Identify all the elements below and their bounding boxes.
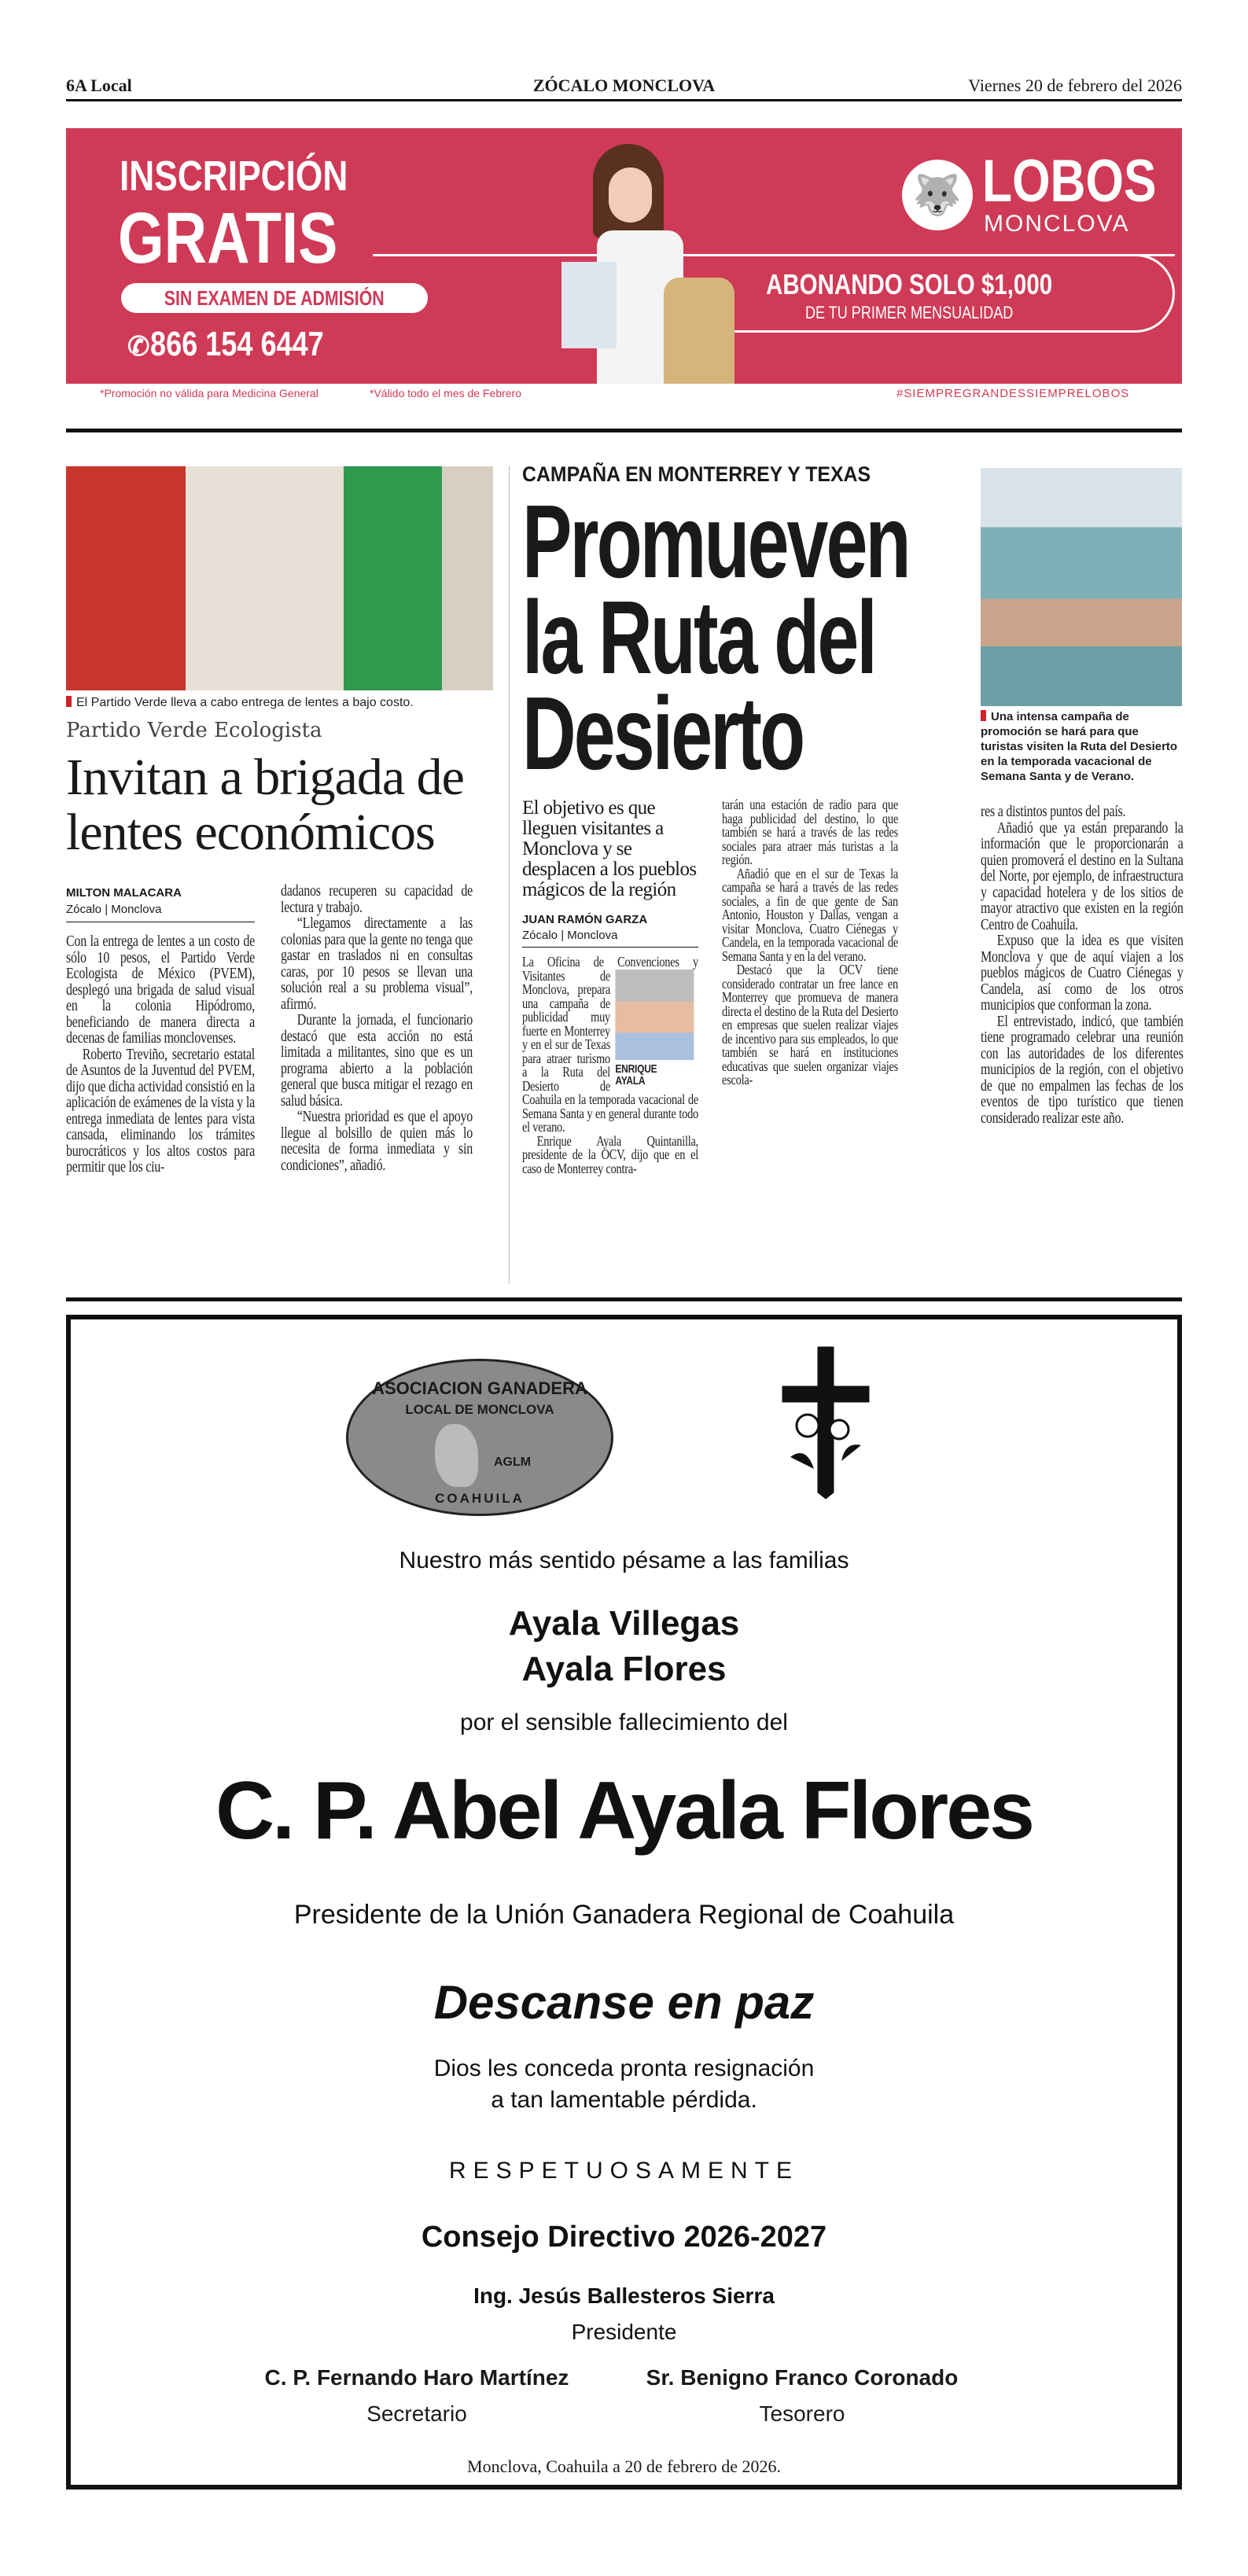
president-name: Ing. Jesús Ballesteros Sierra bbox=[473, 2283, 775, 2308]
section-label: 6A Local bbox=[66, 75, 132, 95]
mugshot-box bbox=[615, 970, 698, 1087]
article-column-1: Con la entrega de lentes a un costo de sólo 10 pesos, el Partido Verde Ecologista de México (PVEM), desplegó una brigada de salud visual en la colonia Hipódromo, beneficiando de manera directa a decenas de familias monclovenses. Roberto Treviño, secretario estatal de Asuntos de la Juventud del PVEM, dijo que dicha actividad consistió en la aplicación de exámenes de la vista y la entrega inmediata de lentes para vista cansada, eliminando los trámites burocráticos y los altos costos para permitir que los ciu- bbox=[66, 933, 255, 1176]
ad-line1: INSCRIPCIÓN bbox=[120, 153, 348, 200]
main-author: JUAN RAMÓN GARZA bbox=[522, 913, 648, 926]
byline-rule bbox=[522, 947, 698, 948]
wolf-logo-icon: 🐺 bbox=[902, 160, 973, 230]
article-headline: Invitan a brigada de lentes económicos bbox=[66, 749, 464, 861]
section-rule bbox=[66, 429, 1182, 432]
author-source: Zócalo | Monclova bbox=[66, 903, 162, 916]
mugshot-enrique-ayala bbox=[615, 970, 694, 1060]
president-role: Presidente bbox=[571, 2320, 677, 2344]
column-divider bbox=[509, 466, 510, 1284]
main-lead-column bbox=[522, 798, 703, 1176]
main-column-1: ENRIQUE AYALA La Oficina de Convenciones y Visitantes de Monclova, prepara una campaña de publicidad muy fuerte en Monterrey y en el sur de Texas para atraer turismo a la Ruta del Desierto de Coahuila en la temporada vacacional de Semana Santa y en general durante todo el verano. Enrique Ayala Quintanilla, presidente de la OCV, dijo que en el caso de Monterrey contra- bbox=[522, 954, 698, 1176]
spa-caption: Una intensa campaña de promoción se hará para que turistas visiten la Ruta del Desierto en la temporada vacacional de Semana Santa y de Verano. bbox=[981, 710, 1178, 783]
ad-offer: ABONANDO SOLO $1,000 bbox=[766, 268, 1053, 300]
main-kicker: CAMPAÑA EN MONTERREY Y TEXAS bbox=[522, 462, 871, 486]
rest-in-peace: Descanse en paz bbox=[433, 1976, 815, 2029]
treasurer-name: Sr. Benigno Franco Coronado bbox=[646, 2365, 959, 2390]
ad-phone[interactable]: ✆866 154 6447 bbox=[127, 325, 324, 363]
coahuila-map-icon bbox=[435, 1424, 478, 1487]
main-source: Zócalo | Monclova bbox=[522, 929, 618, 942]
spa-photo bbox=[981, 468, 1182, 706]
condolence-intro: Nuestro más sentido pésame a las familias bbox=[399, 1547, 849, 1573]
main-deck: El objetivo es que lleguen visitantes a Monclova y se desplacen a los pueblos mágicos de la región bbox=[522, 797, 697, 900]
place-date: Monclova, Coahuila a 20 de febrero de 2026. bbox=[467, 2456, 781, 2476]
secretary-role: Secretario bbox=[366, 2401, 467, 2426]
cross-with-roses-icon bbox=[775, 1343, 877, 1500]
main-column-2: tarán una estación de radio para que haga publicidad del destino, lo que también se hará a través de las redes sociales para atraer más turistas a la región. Añadió que en el sur de Texas la campaña se hará a través de las redes sociales, a fin de que gente de San Antonio, Houston y Dallas, vengan a visitar Monclova, Cuatro Ciénegas y Candela, en la temporada vacacional de Semana Santa y en la del verano. Destacó que la OCV tiene considerado contratar un free lance en Monterrey que promueva de manera directa el destino de la Ruta del Desierto en empresas que suelen realizar viajes de incentivo para sus empleados, lo que también se hará en instituciones educativas que suelen organizar viajes escola- bbox=[722, 797, 898, 1087]
logo-text-mid: LOCAL DE MONCLOVA bbox=[405, 1402, 554, 1417]
council-title: Consejo Directivo 2026-2027 bbox=[421, 2221, 827, 2254]
logo-code: AGLM bbox=[494, 1455, 532, 1469]
ad-note-1: *Promoción no válida para Medicina General bbox=[100, 387, 318, 399]
ad-pill: SIN EXAMEN DE ADMISIÓN bbox=[121, 283, 428, 313]
treasurer-role: Tesorero bbox=[759, 2401, 845, 2426]
header-rule bbox=[66, 99, 1182, 101]
author-name: MILTON MALACARA bbox=[66, 886, 182, 900]
family-2: Ayala Flores bbox=[521, 1650, 727, 1688]
logo-text-bottom: COAHUILA bbox=[435, 1491, 525, 1506]
association-logo bbox=[346, 1359, 613, 1516]
ad-line2: GRATIS bbox=[118, 198, 338, 278]
condolence-reason: por el sensible fallecimiento del bbox=[460, 1709, 788, 1735]
ad-brand-sub: MONCLOVA bbox=[984, 211, 1130, 237]
brigade-photo bbox=[66, 466, 493, 690]
mugshot-name: ENRIQUE AYALA bbox=[615, 1062, 657, 1087]
ad-hashtag: #SIEMPREGRANDESSIEMPRELOBOS bbox=[896, 387, 1130, 400]
main-column-3: res a distintos puntos del país. Añadió que ya están preparando la información que le proporcionarán a quien promoverá el destino en la Sultana del Norte, por ejemplo, de infraestructura y capacidad hotelera y de los sitios de mayor atractivo que existen en la región Centro de Coahuila. Expuso que la idea es que visiten Monclova y que de aquí viajen a los pueblos mágicos de Cuatro Ciénegas y Candela, así como de los otros municipios que conforman la zona. El entrevistado, indicó, que también tiene programado celebrar una reunión con las autoridades de los diferentes municipios de la región, con el objetivo de que no empalmen las fechas de los eventos de tipo turístico que tienen considerado realizar este año. bbox=[981, 803, 1184, 1127]
ad-brand: LOBOS bbox=[982, 148, 1157, 215]
secretary-name: C. P. Fernando Haro Martínez bbox=[264, 2365, 569, 2390]
article-kicker: Partido Verde Ecologista bbox=[66, 719, 322, 742]
wish-line-2: a tan lamentable pérdida. bbox=[491, 2087, 757, 2113]
family-1: Ayala Villegas bbox=[508, 1604, 740, 1643]
advertisement-banner[interactable] bbox=[66, 128, 1182, 384]
logo-text-top: ASOCIACION GANADERA bbox=[372, 1378, 587, 1398]
student-photo bbox=[554, 144, 734, 384]
issue-date: Viernes 20 de febrero del 2026 bbox=[968, 75, 1182, 95]
newspaper-name: ZÓCALO MONCLOVA bbox=[532, 75, 716, 95]
section-rule bbox=[66, 1297, 1182, 1301]
respectfully: RESPETUOSAMENTE bbox=[448, 2158, 800, 2184]
ad-note-2: *Válido todo el mes de Febrero bbox=[370, 387, 521, 399]
wish-line-1: Dios les conceda pronta resignación bbox=[433, 2055, 815, 2081]
main-headline: Promueven la Ruta del Desierto bbox=[522, 484, 909, 791]
deceased-title: Presidente de la Unión Ganadera Regional de Coahuila bbox=[293, 1900, 955, 1930]
article-column-2: dadanos recuperen su capacidad de lectura y trabajo. “Llegamos directamente a las colonias para que la gente no tenga que gastar en traslados ni en consultas caras, por 10 pesos se llevan una solución real a su problema visual”, afirmó. Durante la jornada, el funcionario destacó que esta acción no está limitada a militantes, sino que es un programa abierto a la población general que busca mitigar el rezago en salud básica. “Nuestra prioridad es que el apoyo llegue al bolsillo de quien más lo necesita de forma inmediata y sin condiciones”, añadió. bbox=[281, 882, 473, 1174]
deceased-name: C. P. Abel Ayala Flores bbox=[215, 1765, 1033, 1857]
ad-offer-sub: DE TU PRIMER MENSUALIDAD bbox=[805, 303, 1014, 322]
obituary-notice bbox=[66, 1315, 1182, 2490]
photo-caption: El Partido Verde lleva a cabo entrega de lentes a bajo costo. bbox=[66, 695, 414, 710]
whatsapp-icon: ✆ bbox=[127, 332, 150, 362]
